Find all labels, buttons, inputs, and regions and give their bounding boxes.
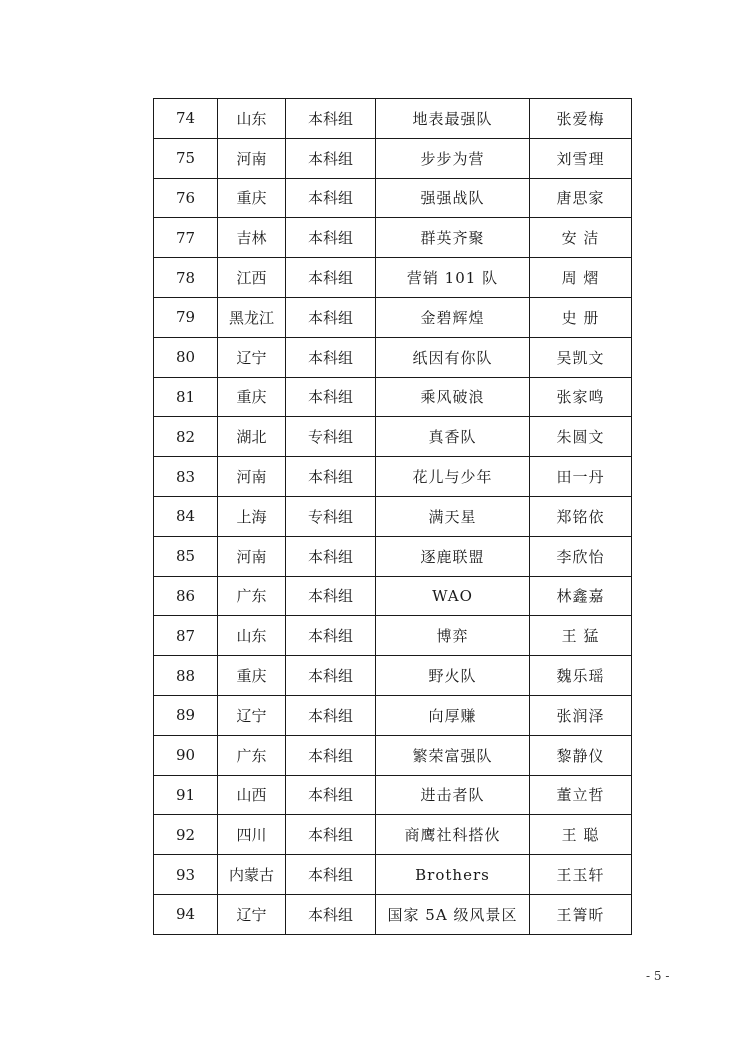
cell-group: 本科组 (286, 297, 376, 337)
cell-team-name: 国家 5A 级风景区 (376, 894, 530, 934)
cell-group: 本科组 (286, 258, 376, 298)
cell-number: 75 (154, 138, 218, 178)
table-row (154, 576, 632, 616)
cell-number: 90 (154, 735, 218, 775)
cell-region: 重庆 (218, 178, 286, 218)
cell-team-name: 纸因有你队 (376, 337, 530, 377)
table-row (154, 855, 632, 895)
cell-region: 内蒙古 (218, 855, 286, 895)
cell-region: 四川 (218, 815, 286, 855)
table-row (154, 337, 632, 377)
table-row (154, 99, 632, 139)
cell-number: 77 (154, 218, 218, 258)
cell-leader: 周 熠 (530, 258, 632, 298)
cell-team-name: 向厚赚 (376, 695, 530, 735)
cell-leader: 董立哲 (530, 775, 632, 815)
table-row (154, 815, 632, 855)
cell-leader: 林鑫嘉 (530, 576, 632, 616)
cell-number: 92 (154, 815, 218, 855)
cell-region: 辽宁 (218, 695, 286, 735)
cell-group: 本科组 (286, 735, 376, 775)
cell-leader: 刘雪理 (530, 138, 632, 178)
cell-region: 山西 (218, 775, 286, 815)
table-row (154, 417, 632, 457)
cell-number: 82 (154, 417, 218, 457)
cell-team-name: 商鹰社科搭伙 (376, 815, 530, 855)
cell-team-name: Brothers (376, 855, 530, 895)
cell-region: 江西 (218, 258, 286, 298)
cell-leader: 王玉轩 (530, 855, 632, 895)
cell-number: 76 (154, 178, 218, 218)
cell-team-name: 满天星 (376, 496, 530, 536)
cell-region: 上海 (218, 496, 286, 536)
cell-group: 本科组 (286, 457, 376, 497)
cell-group: 本科组 (286, 775, 376, 815)
cell-leader: 张润泽 (530, 695, 632, 735)
cell-leader: 朱圆文 (530, 417, 632, 457)
cell-leader: 黎静仪 (530, 735, 632, 775)
cell-team-name: 花儿与少年 (376, 457, 530, 497)
table-row (154, 218, 632, 258)
cell-team-name: 营销 101 队 (376, 258, 530, 298)
cell-number: 94 (154, 894, 218, 934)
cell-team-name: 乘风破浪 (376, 377, 530, 417)
cell-team-name: 进击者队 (376, 775, 530, 815)
page-number: - 5 - (646, 969, 670, 983)
cell-region: 广东 (218, 735, 286, 775)
cell-number: 81 (154, 377, 218, 417)
cell-number: 91 (154, 775, 218, 815)
cell-region: 湖北 (218, 417, 286, 457)
table-row (154, 616, 632, 656)
cell-team-name: 地表最强队 (376, 99, 530, 139)
cell-leader: 郑铭依 (530, 496, 632, 536)
cell-team-name: 野火队 (376, 656, 530, 696)
table-row (154, 297, 632, 337)
cell-region: 河南 (218, 138, 286, 178)
cell-team-name: 繁荣富强队 (376, 735, 530, 775)
table-row (154, 377, 632, 417)
table-row (154, 775, 632, 815)
cell-group: 本科组 (286, 616, 376, 656)
cell-group: 专科组 (286, 496, 376, 536)
table-row (154, 536, 632, 576)
cell-leader: 安 洁 (530, 218, 632, 258)
cell-leader: 李欣怡 (530, 536, 632, 576)
cell-leader: 魏乐瑶 (530, 656, 632, 696)
cell-leader: 吴凯文 (530, 337, 632, 377)
cell-leader: 田一丹 (530, 457, 632, 497)
cell-team-name: 步步为营 (376, 138, 530, 178)
table-row (154, 457, 632, 497)
cell-team-name: 真香队 (376, 417, 530, 457)
table-row (154, 178, 632, 218)
cell-group: 本科组 (286, 99, 376, 139)
cell-team-name: 群英齐聚 (376, 218, 530, 258)
table-row (154, 138, 632, 178)
cell-number: 78 (154, 258, 218, 298)
cell-region: 山东 (218, 616, 286, 656)
cell-number: 87 (154, 616, 218, 656)
cell-region: 重庆 (218, 377, 286, 417)
cell-group: 本科组 (286, 695, 376, 735)
cell-team-name: 强强战队 (376, 178, 530, 218)
cell-group: 本科组 (286, 178, 376, 218)
cell-group: 本科组 (286, 576, 376, 616)
cell-group: 本科组 (286, 894, 376, 934)
cell-leader: 张爱梅 (530, 99, 632, 139)
cell-group: 本科组 (286, 337, 376, 377)
cell-leader: 王箐昕 (530, 894, 632, 934)
cell-number: 84 (154, 496, 218, 536)
cell-group: 本科组 (286, 138, 376, 178)
cell-group: 本科组 (286, 815, 376, 855)
cell-number: 86 (154, 576, 218, 616)
table-row (154, 258, 632, 298)
cell-number: 80 (154, 337, 218, 377)
table-row (154, 695, 632, 735)
cell-region: 山东 (218, 99, 286, 139)
cell-team-name: 逐鹿联盟 (376, 536, 530, 576)
cell-region: 广东 (218, 576, 286, 616)
table-row (154, 735, 632, 775)
cell-region: 重庆 (218, 656, 286, 696)
cell-group: 本科组 (286, 855, 376, 895)
cell-region: 河南 (218, 457, 286, 497)
cell-team-name: 金碧辉煌 (376, 297, 530, 337)
cell-region: 黑龙江 (218, 297, 286, 337)
cell-number: 93 (154, 855, 218, 895)
cell-group: 专科组 (286, 417, 376, 457)
cell-region: 辽宁 (218, 337, 286, 377)
cell-group: 本科组 (286, 656, 376, 696)
cell-leader: 张家鸣 (530, 377, 632, 417)
cell-region: 河南 (218, 536, 286, 576)
cell-group: 本科组 (286, 536, 376, 576)
table-row (154, 656, 632, 696)
cell-number: 74 (154, 99, 218, 139)
cell-leader: 王 猛 (530, 616, 632, 656)
roster-body (154, 99, 632, 935)
cell-number: 89 (154, 695, 218, 735)
cell-region: 辽宁 (218, 894, 286, 934)
cell-leader: 史 册 (530, 297, 632, 337)
cell-number: 79 (154, 297, 218, 337)
table-row (154, 894, 632, 934)
cell-team-name: 博弈 (376, 616, 530, 656)
cell-number: 83 (154, 457, 218, 497)
roster-table (153, 98, 632, 935)
cell-leader: 唐思家 (530, 178, 632, 218)
cell-team-name: WAO (376, 576, 530, 616)
cell-group: 本科组 (286, 218, 376, 258)
cell-region: 吉林 (218, 218, 286, 258)
table-row (154, 496, 632, 536)
cell-number: 85 (154, 536, 218, 576)
cell-number: 88 (154, 656, 218, 696)
cell-group: 本科组 (286, 377, 376, 417)
cell-leader: 王 聪 (530, 815, 632, 855)
